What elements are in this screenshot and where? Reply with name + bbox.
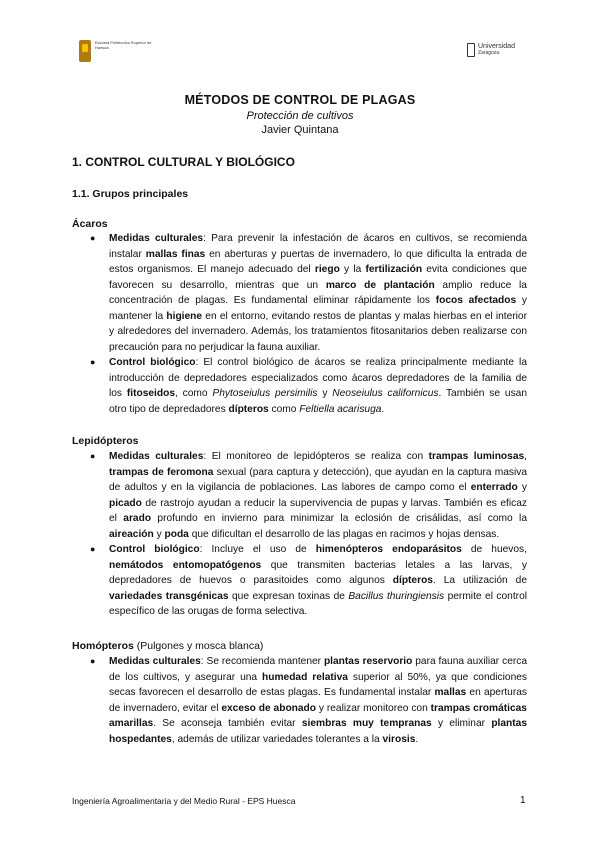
eps-logo-text: Escuela Politécnica Superior de Huesca — [95, 40, 152, 50]
bullet-icon: ● — [90, 233, 96, 243]
university-logo-sub: Zaragoza — [478, 50, 500, 56]
footer-text: Ingeniería Agroalimentaria y del Medio Rural - EPS Huesca — [72, 796, 296, 806]
document-author: Javier Quintana — [261, 124, 339, 136]
lepidopteros-list — [90, 449, 527, 620]
section-heading: 1. CONTROL CULTURAL Y BIOLÓGICO — [72, 155, 295, 169]
bullet-icon: ● — [90, 656, 96, 666]
document-subtitle: Protección de cultivos — [246, 110, 354, 122]
subsection-heading: 1.1. Grupos principales — [72, 188, 189, 200]
university-logo-icon — [467, 43, 475, 57]
bullet-icon: ● — [90, 544, 96, 554]
homopteros-list — [90, 654, 527, 747]
lepidopteros-heading: Lepidópteros — [72, 435, 139, 447]
list-item: ● Control biológico: El control biológico de ácaros se realiza principalmente mediante la introducción de depredadores especializados como ácaros depredadores de la familia de los fitoseidos, como Phytoseiulus persimilis y Neoseiulus californicus. También se usan otro tipo de depredadores dípteros como Feltiella acarisuga. — [90, 357, 527, 415]
bullet-icon: ● — [90, 357, 96, 367]
logo-eps-huesca — [79, 40, 155, 62]
list-item: ● Medidas culturales: El monitoreo de lepidópteros se realiza con trampas luminosas, trampas de feromona sexual (para captura y detección), que ayudan en la captura masiva de adultos y en la vigilancia de poblaciones. Las labores de campo como el enterrado y picado de rastrojo ayudan a reducir la supervivencia de pupas y larvas. También es eficaz el arado profundo en invierno para minimizar la eclosión de crisálidas, así como la aireación y poda que dificultan el desarrollo de las plagas en racimos y hojas densas. — [90, 451, 527, 540]
list-item: ● Control biológico: Incluye el uso de himenópteros endoparásitos de huevos, nemátodos entomopatógenos que transmiten bacterias letales a las larvas, y depredadores de huevos o parasitoides como algunos dípteros. La utilización de variedades transgénicas que expresan toxinas de Bacillus thuringiensis permite el control específico de las orugas de forma selectiva. — [90, 544, 527, 617]
page-number: 1 — [520, 795, 526, 806]
homopteros-heading: Homópteros (Pulgones y mosca blanca) — [72, 640, 264, 652]
acaros-list — [90, 231, 527, 417]
document-title: MÉTODOS DE CONTROL DE PLAGAS — [184, 93, 416, 107]
logo-universidad-zaragoza — [467, 43, 515, 57]
university-logo-title: Universidad — [478, 43, 515, 50]
bullet-icon: ● — [90, 451, 96, 461]
eps-logo-icon — [79, 40, 91, 62]
acaros-heading: Ácaros — [72, 218, 108, 230]
list-item: ● Medidas culturales: Se recomienda mantener plantas reservorio para fauna auxiliar cerca de los cultivos, y asegurar una humedad relativa superior al 50%, ya que condiciones secas favorecen el desarrollo de estas plagas. Es fundamental instalar mallas en aperturas de invernadero, evitar el exceso de abonado y realizar monitoreo con trampas cromáticas amarillas. Se aconseja también evitar siembras muy tempranas y eliminar plantas hospedantes, además de utilizar variedades tolerantes a la virosis. — [90, 656, 528, 745]
list-item: ● Medidas culturales: Para prevenir la infestación de ácaros en cultivos, se recomienda instalar mallas finas en aberturas y puertas de invernadero, lo que dificulta la entrada de estos organismos. El manejo adecuado del riego y la fertilización evita condiciones que favorecen su desarrollo, mientras que un marco de plantación amplio reduce la concentración de plagas. Es fundamental eliminar rápidamente los focos afectados y mantener la higiene en el entorno, evitando restos de plantas y malas hierbas en el interior y alrededores del invernadero. Además, los tratamientos fitosanitarios deben realizarse con precaución para no perjudicar la fauna auxiliar. — [90, 233, 528, 353]
